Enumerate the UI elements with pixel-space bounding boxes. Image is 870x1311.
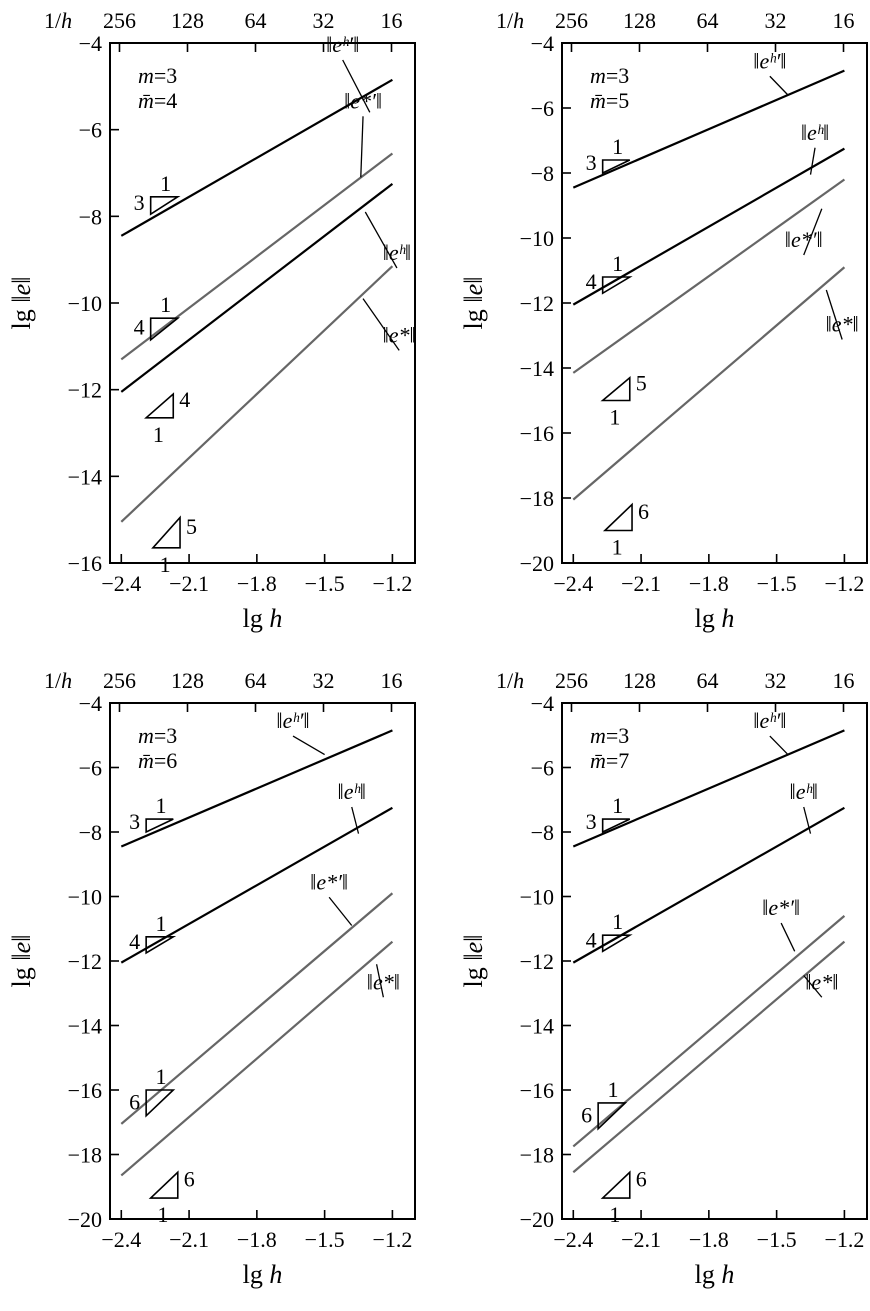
top-tick-label: 128 (622, 668, 656, 693)
y-tick-label: −10 (67, 884, 102, 910)
slope-rise-label: 3 (133, 189, 145, 215)
series-label-4: ‖e*‖ (366, 969, 400, 995)
slope-run-label: 1 (159, 551, 171, 577)
panel-2 (459, 8, 867, 633)
series-label-1: ‖eʰ′‖ (326, 32, 360, 57)
y-tick-label: −6 (78, 755, 102, 781)
slope-run-label: 1 (609, 404, 621, 430)
y-tick-label: −16 (67, 1078, 102, 1103)
y-tick-label: −6 (78, 117, 102, 143)
slope-run-label: 1 (155, 793, 167, 819)
y-tick-label: −14 (519, 356, 554, 381)
y-tick-label: −16 (519, 421, 554, 446)
top-tick-label: 256 (102, 8, 136, 33)
x-tick-label: −2.4 (553, 1227, 594, 1252)
slope-rise-label: 6 (581, 1102, 593, 1128)
slope-run-label: 1 (612, 134, 624, 159)
y-tick-label: −16 (519, 1078, 554, 1103)
slope-triangle (146, 394, 173, 418)
top-tick-label: 128 (622, 8, 656, 33)
y-tick-label: −10 (67, 291, 102, 316)
x-tick-label: −1.5 (304, 571, 345, 596)
top-tick-label: 32 (312, 8, 335, 33)
slope-run-label: 1 (612, 793, 624, 819)
slope-triangle (153, 518, 180, 548)
series-line-3 (573, 180, 844, 373)
y-tick-label: −8 (78, 204, 102, 230)
series-label-1: ‖eʰ′‖ (753, 708, 787, 734)
top-tick-label: 256 (554, 8, 588, 33)
series-label-1: ‖eʰ′‖ (276, 708, 310, 734)
slope-rise-label: 6 (183, 1166, 195, 1192)
param-m: m=3 (138, 63, 178, 88)
top-axis-label: 1/h (496, 668, 525, 693)
slope-rise-label: 4 (129, 928, 141, 954)
x-tick-label: −2.4 (553, 571, 594, 596)
param-m: m=3 (590, 723, 630, 748)
slope-rise-label: 4 (133, 314, 145, 340)
x-tick-label: −2.1 (169, 1227, 210, 1252)
top-tick-label: 32 (764, 8, 787, 33)
series-line-3 (573, 916, 844, 1147)
param-mbar: m̄=7 (590, 748, 630, 773)
series-label-3: ‖eʰ‖ (382, 240, 412, 265)
slope-triangle (603, 160, 630, 173)
series-label-2: ‖e*′‖ (344, 88, 383, 114)
series-label-4: ‖e*‖ (825, 311, 859, 337)
y-tick-label: −16 (67, 551, 102, 576)
series-line-3 (121, 184, 392, 392)
x-tick-label: −1.8 (688, 1227, 729, 1252)
top-tick-label: 64 (244, 668, 267, 693)
y-tick-label: −14 (67, 464, 102, 490)
x-tick-label: −1.2 (372, 1227, 413, 1252)
slope-run-label: 1 (155, 1064, 167, 1089)
y-tick-label: −4 (78, 691, 102, 716)
y-tick-label: −14 (519, 1013, 554, 1039)
slope-triangle (146, 1090, 173, 1116)
top-tick-label: 16 (832, 668, 855, 693)
x-tick-label: −1.8 (236, 571, 277, 596)
slope-triangle (605, 505, 632, 531)
slope-rise-label: 6 (129, 1089, 141, 1115)
y-axis-label: lg ‖e‖ (7, 276, 36, 330)
x-tick-label: −2.4 (101, 571, 142, 596)
slope-rise-label: 5 (186, 514, 198, 540)
series-label-1: ‖eʰ′‖ (753, 48, 787, 74)
x-tick-label: −1.5 (304, 1227, 345, 1252)
y-tick-label: −8 (78, 820, 102, 845)
param-m: m=3 (590, 63, 630, 88)
top-tick-label: 64 (696, 668, 719, 693)
series-line-4 (573, 267, 844, 499)
slope-run-label: 1 (611, 534, 623, 560)
slope-triangle (603, 819, 630, 832)
y-tick-label: −6 (530, 96, 554, 121)
top-tick-label: 16 (380, 8, 403, 33)
slope-triangle (603, 378, 630, 401)
slope-rise-label: 4 (585, 269, 597, 295)
y-tick-label: −20 (519, 551, 554, 576)
y-tick-label: −12 (67, 949, 102, 974)
slope-rise-label: 6 (638, 498, 650, 524)
param-mbar: m̄=4 (138, 88, 178, 113)
y-tick-label: −12 (519, 949, 554, 974)
series-leader (329, 897, 352, 925)
x-tick-label: −1.8 (236, 1227, 277, 1252)
slope-triangle (151, 318, 178, 340)
top-tick-label: 256 (102, 668, 136, 693)
series-label-3: ‖e*′‖ (310, 869, 349, 895)
series-line-2 (573, 808, 844, 963)
top-axis-label: 1/h (496, 8, 525, 33)
slope-rise-label: 5 (635, 370, 647, 396)
slope-run-label: 1 (160, 170, 172, 196)
x-tick-label: −1.8 (688, 571, 729, 596)
panel-3 (7, 668, 415, 1289)
x-tick-label: −2.1 (621, 1227, 662, 1252)
slope-rise-label: 4 (179, 387, 191, 413)
y-tick-label: −4 (78, 31, 102, 56)
top-axis-label: 1/h (44, 668, 73, 693)
series-label-2: ‖eʰ‖ (789, 778, 818, 804)
x-tick-label: −2.4 (101, 1227, 142, 1252)
series-leader (770, 76, 788, 95)
slope-rise-label: 4 (585, 927, 597, 953)
top-tick-label: 16 (380, 668, 403, 693)
y-tick-label: −4 (530, 31, 554, 56)
param-mbar: m̄=6 (138, 748, 178, 773)
y-tick-label: −18 (67, 1142, 102, 1168)
panel-4 (459, 668, 867, 1289)
series-leader (781, 923, 795, 951)
top-tick-label: 64 (244, 8, 267, 33)
slope-triangle (151, 1172, 178, 1198)
slope-rise-label: 3 (585, 149, 597, 175)
y-tick-label: −14 (67, 1013, 102, 1039)
slope-run-label: 1 (607, 1076, 619, 1102)
series-label-3: ‖e*′‖ (784, 227, 823, 252)
y-tick-label: −18 (519, 1142, 554, 1168)
param-mbar: m̄=5 (590, 88, 630, 113)
slope-run-label: 1 (152, 421, 164, 447)
slope-run-label: 1 (160, 292, 172, 318)
panel-1 (7, 8, 416, 633)
y-tick-label: −6 (530, 755, 554, 781)
y-tick-label: −4 (530, 691, 554, 716)
series-label-4: ‖e*‖ (382, 322, 416, 348)
slope-triangle (603, 1172, 630, 1198)
y-tick-label: −10 (519, 226, 554, 251)
slope-run-label: 1 (157, 1202, 169, 1228)
plot-frame (110, 43, 415, 563)
param-m: m=3 (138, 723, 178, 748)
slope-run-label: 1 (155, 910, 167, 936)
x-axis-label: lg h (694, 604, 735, 633)
series-line-4 (121, 942, 392, 1176)
slope-rise-label: 3 (585, 808, 597, 834)
x-tick-label: −1.2 (824, 1227, 865, 1252)
y-tick-label: −20 (67, 1207, 102, 1232)
series-leader (770, 736, 788, 755)
x-tick-label: −1.2 (824, 571, 865, 596)
top-tick-label: 32 (764, 668, 787, 693)
y-tick-label: −8 (530, 161, 554, 186)
y-tick-label: −20 (519, 1207, 554, 1232)
slope-run-label: 1 (612, 909, 624, 935)
series-label-2: ‖eʰ‖ (800, 119, 830, 145)
top-axis-label: 1/h (44, 8, 73, 33)
slope-rise-label: 3 (129, 808, 141, 834)
x-tick-label: −1.5 (756, 1227, 797, 1252)
series-leader (361, 116, 363, 177)
y-axis-label: lg ‖e‖ (459, 934, 488, 988)
series-label-3: ‖e*′‖ (762, 895, 801, 921)
y-tick-label: −12 (67, 377, 102, 403)
slope-rise-label: 6 (635, 1166, 647, 1192)
y-tick-label: −8 (530, 820, 554, 845)
top-tick-label: 16 (832, 8, 855, 33)
x-tick-label: −1.2 (372, 571, 413, 596)
series-leader (293, 736, 325, 755)
x-axis-label: lg h (694, 1260, 735, 1289)
slope-run-label: 1 (609, 1202, 621, 1228)
x-tick-label: −1.5 (756, 571, 797, 596)
top-tick-label: 128 (170, 8, 204, 33)
y-axis-label: lg ‖e‖ (459, 276, 488, 330)
y-tick-label: −18 (519, 486, 554, 511)
y-tick-label: −12 (519, 291, 554, 316)
top-tick-label: 256 (554, 668, 588, 693)
x-tick-label: −2.1 (621, 571, 662, 596)
series-label-4: ‖e*‖ (805, 969, 839, 995)
x-axis-label: lg h (242, 1260, 283, 1289)
x-tick-label: −2.1 (169, 571, 210, 596)
y-axis-label: lg ‖e‖ (7, 934, 36, 988)
top-tick-label: 32 (312, 668, 335, 693)
top-tick-label: 128 (170, 668, 204, 693)
series-line-2 (121, 808, 392, 963)
y-tick-label: −10 (519, 884, 554, 910)
slope-run-label: 1 (612, 251, 624, 276)
series-leader (811, 148, 816, 175)
slope-triangle (598, 1103, 625, 1129)
top-tick-label: 64 (696, 8, 719, 33)
series-label-2: ‖eʰ‖ (337, 778, 366, 804)
x-axis-label: lg h (242, 604, 283, 633)
